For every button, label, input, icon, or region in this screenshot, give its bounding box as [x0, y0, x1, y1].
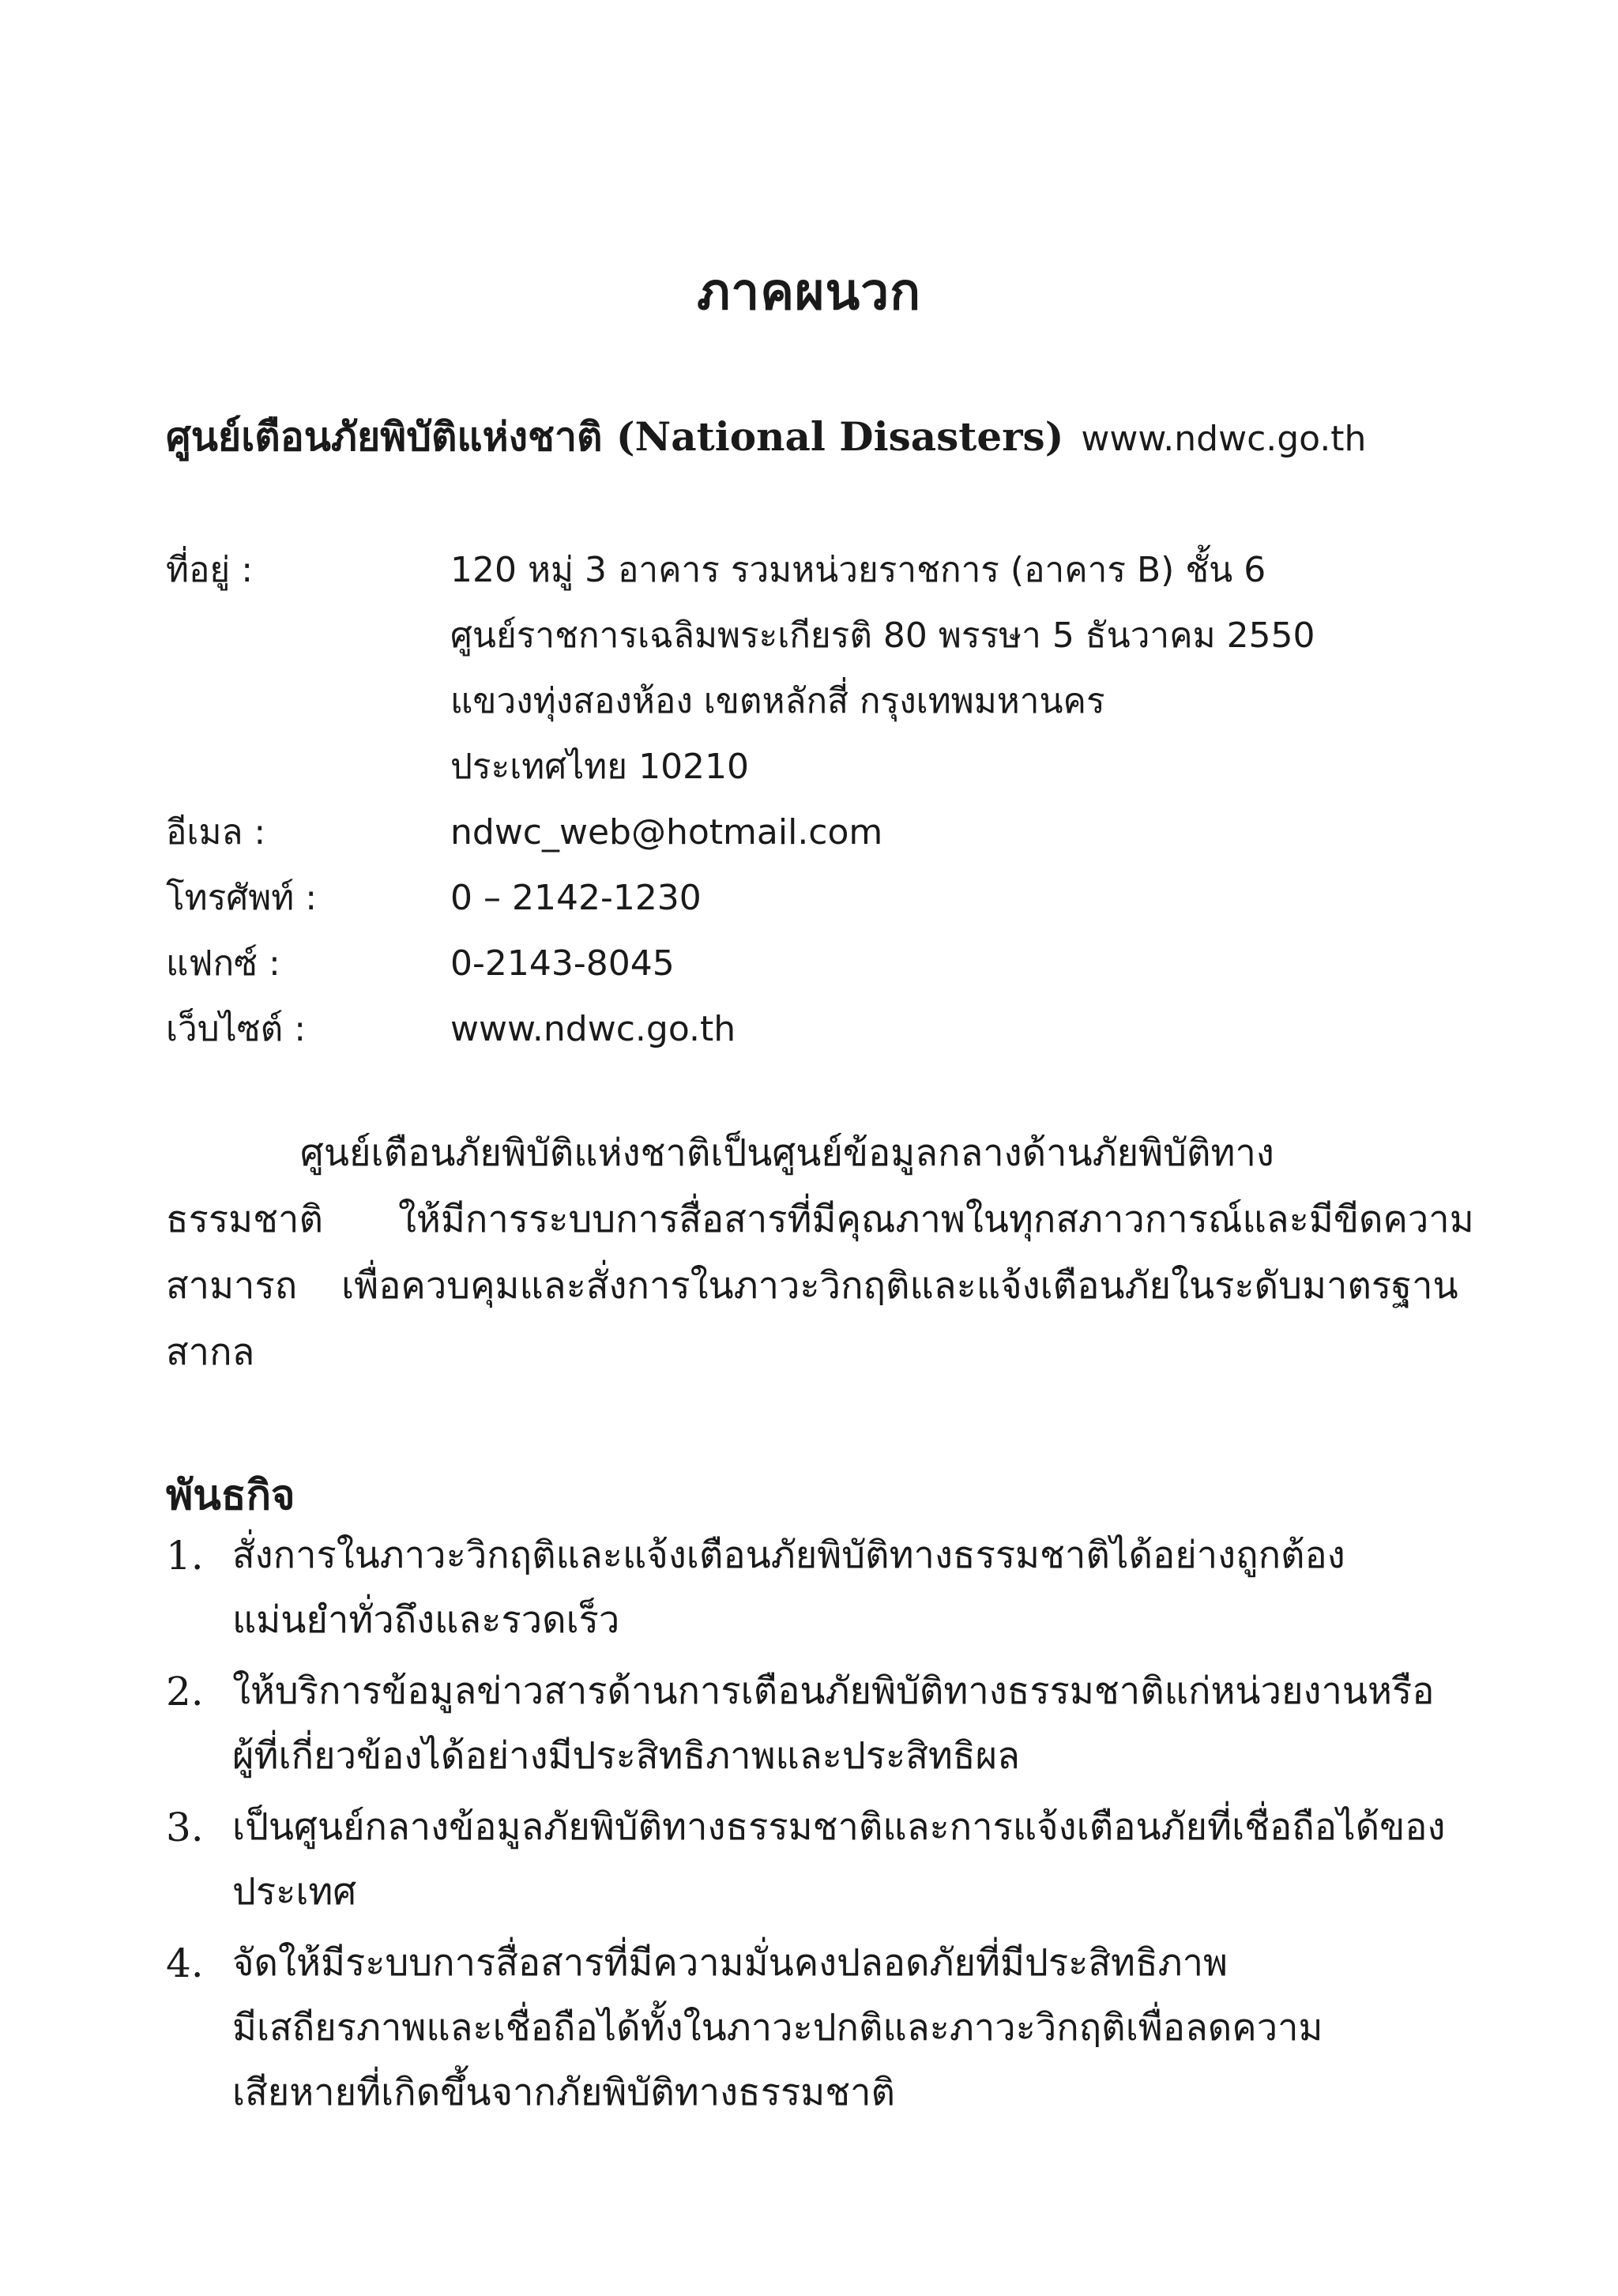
address-line: แขวงทุ่งสองห้อง เขตหลักสี่ กรุงเทพมหานคร [450, 681, 1105, 721]
mission-text: จัดให้มีระบบการสื่อสารที่มีความมั่นคงปลอดภัยที่มีประสิทธิภาพ [232, 1941, 1229, 1985]
fax-label: แฟกซ์ : [166, 943, 280, 984]
phone-label: โทรศัพท์ : [166, 878, 318, 918]
email-value: ndwc_web@hotmail.com [450, 812, 883, 853]
intro-paragraph [166, 1120, 1474, 1386]
mission-text: ให้บริการข้อมูลข่าวสารด้านการเตือนภัยพิบัติทางธรรมชาติแก่หน่วยงานหรือ [232, 1669, 1435, 1713]
mission-text: เป็นศูนย์กลางข้อมูลภัยพิบัติทางธรรมชาติและการแจ้งเตือนภัยที่เชื่อถือได้ของ [232, 1805, 1446, 1849]
mission-number: 1. [166, 1533, 204, 1579]
organization-name: ศูนย์เตือนภัยพิบัติแห่งชาติ (National Disasters) [166, 413, 1064, 460]
mission-number: 3. [166, 1805, 204, 1850]
intro-word: สามารถ [166, 1264, 298, 1308]
fax-row [166, 931, 1469, 996]
mission-text: แม่นยำทั่วถึงและรวดเร็ว [232, 1598, 620, 1642]
mission-heading: พันธกิจ [166, 1471, 295, 1519]
mission-list [166, 1523, 1446, 2132]
intro-line: สากล [166, 1331, 255, 1374]
mission-text: เสียหายที่เกิดขึ้นจากภัยพิบัติทางธรรมชาติ [232, 2071, 896, 2114]
website-value: www.ndwc.go.th [450, 1009, 736, 1049]
intro-line [166, 1253, 1458, 1319]
intro-word: ธรรมชาติ [166, 1198, 323, 1241]
intro-line [166, 1187, 1474, 1253]
address-line: 120 หมู่ 3 อาคาร รวมหน่วยราชการ (อาคาร B) ชั้น 6 [450, 550, 1266, 590]
mission-text: ผู้ที่เกี่ยวข้องได้อย่างมีประสิทธิภาพและประสิทธิผล [232, 1734, 1020, 1778]
phone-row [166, 865, 1469, 931]
fax-value: 0-2143-8045 [450, 943, 675, 984]
mission-item [166, 1523, 1430, 1653]
address-value [442, 537, 1469, 800]
mission-item [166, 1931, 1430, 2125]
mission-item [166, 1795, 1446, 1925]
email-row [166, 800, 1469, 865]
organization-website: www.ndwc.go.th [1081, 419, 1367, 459]
mission-number: 2. [166, 1669, 204, 1714]
mission-text: มีเสถียรภาพและเชื่อถือได้ทั้งในภาวะปกติและภาวะวิกฤติเพื่อลดความ [232, 2006, 1323, 2049]
address-row [166, 537, 1469, 800]
phone-value: 0 – 2142-1230 [450, 878, 702, 918]
website-label: เว็บไซต์ : [166, 1009, 307, 1049]
website-row [166, 996, 1469, 1062]
address-line: ประเทศไทย 10210 [450, 747, 750, 787]
intro-text: เพื่อควบคุมและสั่งการในภาวะวิกฤติและแจ้งเตือนภัยในระดับมาตรฐาน [341, 1264, 1458, 1308]
intro-line: ศูนย์เตือนภัยพิบัติแห่งชาติเป็นศูนย์ข้อมูลกลางด้านภัยพิบัติทาง [300, 1131, 1274, 1175]
mission-item [166, 1659, 1435, 1789]
address-line: ศูนย์ราชการเฉลิมพระเกียรติ 80 พรรษา 5 ธันวาคม 2550 [450, 615, 1315, 656]
contact-details [166, 537, 1469, 1062]
address-label: ที่อยู่ : [166, 550, 254, 590]
mission-text: สั่งการในภาวะวิกฤติและแจ้งเตือนภัยพิบัติทางธรรมชาติได้อย่างถูกต้อง [232, 1534, 1345, 1577]
intro-text: ให้มีการระบบการสื่อสารที่มีคุณภาพในทุกสภาวการณ์และมีขีดความ [397, 1198, 1474, 1241]
organization-header [166, 406, 1509, 469]
mission-number: 4. [166, 1940, 204, 1986]
mission-text: ประเทศ [232, 1870, 357, 1914]
email-label: อีเมล : [166, 812, 266, 853]
page-title: ภาคผนวก [697, 262, 921, 322]
